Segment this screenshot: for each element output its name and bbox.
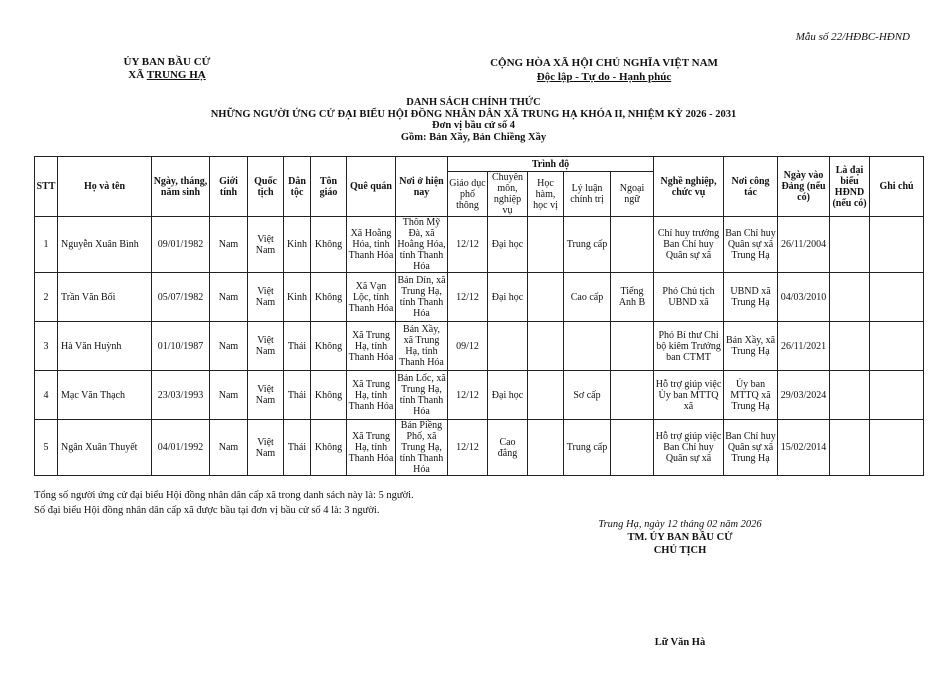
cell-party-date: 26/11/2021 (778, 322, 830, 371)
cell-language (611, 371, 654, 420)
cell-specialty: Đại học (488, 217, 528, 273)
table-row (35, 322, 924, 371)
cell-is-delegate (830, 273, 870, 322)
cell-stt: 3 (35, 322, 58, 371)
note-seats: Số đại biểu Hội đồng nhân dân cấp xã được bầu tại đơn vị bầu cử số 4 là: 3 người. (34, 505, 380, 516)
national-header (452, 56, 756, 84)
cell-political (564, 322, 611, 371)
header-occupation: Nghề nghiệp, chức vụ (654, 157, 724, 217)
cell-gender: Nam (210, 217, 248, 273)
cell-dob: 04/01/1992 (152, 420, 210, 476)
cell-general-edu: 12/12 (448, 273, 488, 322)
cell-name: Ngân Xuân Thuyết (58, 420, 152, 476)
cell-political: Trung cấp (564, 420, 611, 476)
cell-political: Cao cấp (564, 273, 611, 322)
cell-gender: Nam (210, 273, 248, 322)
cell-name: Hà Văn Huỳnh (58, 322, 152, 371)
title-line2: NHỮNG NGƯỜI ỨNG CỬ ĐẠI BIỂU HỘI ĐỒNG NHÂN DÂN XÃ TRUNG HẠ KHÓA II, NHIỆM KỲ 2026 - 2031 (210, 108, 737, 120)
header-hometown: Quê quán (347, 157, 396, 217)
cell-dob: 09/01/1982 (152, 217, 210, 273)
cell-general-edu: 12/12 (448, 420, 488, 476)
cell-academic (528, 217, 564, 273)
cell-general-edu: 12/12 (448, 217, 488, 273)
authority-line2 (100, 69, 234, 82)
header-general-edu: Giáo dục phổ thông (448, 172, 488, 217)
authority-line2-prefix: XÃ (128, 69, 147, 81)
cell-dob: 23/03/1993 (152, 371, 210, 420)
cell-party-date: 26/11/2004 (778, 217, 830, 273)
cell-specialty: Cao đẳng (488, 420, 528, 476)
table-row (35, 273, 924, 322)
cell-stt: 1 (35, 217, 58, 273)
title-line1: DANH SÁCH CHÍNH THỨC (406, 97, 541, 108)
header-party-date: Ngày vào Đảng (nếu có) (778, 157, 830, 217)
cell-political: Trung cấp (564, 217, 611, 273)
cell-name: Nguyễn Xuân Bình (58, 217, 152, 273)
cell-nationality: Việt Nam (248, 273, 284, 322)
cell-residence: Bản Lốc, xã Trung Hạ, tỉnh Thanh Hóa (396, 371, 448, 420)
cell-note (870, 273, 924, 322)
table-row (35, 217, 924, 273)
cell-stt: 5 (35, 420, 58, 476)
cell-specialty: Đại học (488, 273, 528, 322)
date-place: Trung Hạ, ngày 12 tháng 02 năm 2026 (598, 519, 762, 530)
cell-nationality: Việt Nam (248, 371, 284, 420)
cell-occupation: Phó Bí thư Chi bộ kiêm Trưởng ban CTMT (654, 322, 724, 371)
cell-party-date: 15/02/2014 (778, 420, 830, 476)
national-motto: Độc lập - Tự do - Hạnh phúc (536, 71, 672, 83)
header-note: Ghi chú (870, 157, 924, 217)
sign-on-behalf: TM. ỦY BAN BẦU CỬ (627, 532, 733, 543)
cell-religion: Không (311, 371, 347, 420)
cell-academic (528, 371, 564, 420)
cell-hometown: Xã Trung Hạ, tỉnh Thanh Hóa (347, 371, 396, 420)
cell-dob: 05/07/1982 (152, 273, 210, 322)
header-religion: Tôn giáo (311, 157, 347, 217)
cell-name: Mạc Văn Thạch (58, 371, 152, 420)
cell-hometown: Xã Trung Hạ, tỉnh Thanh Hóa (347, 420, 396, 476)
signer-name: Lữ Văn Hà (654, 637, 706, 648)
header-gender: Giới tính (210, 157, 248, 217)
cell-ethnicity: Thái (284, 322, 311, 371)
header-stt: STT (35, 157, 58, 217)
sign-title: CHỦ TỊCH (653, 545, 707, 556)
cell-residence: Bản Xầy, xã Trung Hạ, tỉnh Thanh Hóa (396, 322, 448, 371)
cell-ethnicity: Kinh (284, 273, 311, 322)
cell-workplace: Ban Chỉ huy Quân sự xã Trung Hạ (724, 217, 778, 273)
cell-hometown: Xã Hoằng Hóa, tỉnh Thanh Hóa (347, 217, 396, 273)
table-row (35, 371, 924, 420)
candidate-table (34, 156, 924, 476)
document-title (140, 97, 807, 143)
cell-occupation: Chỉ huy trưởng Ban Chỉ huy Quân sự xã (654, 217, 724, 273)
cell-stt: 2 (35, 273, 58, 322)
note-total-candidates: Tổng số người ứng cử đại biểu Hội đồng nhân dân cấp xã trong danh sách này là: 5 người. (34, 490, 414, 501)
cell-residence: Bản Dín, xã Trung Hạ, tỉnh Thanh Hóa (396, 273, 448, 322)
cell-note (870, 420, 924, 476)
header-ethnicity: Dân tộc (284, 157, 311, 217)
cell-workplace: Ban Chỉ huy Quân sự xã Trung Hạ (724, 420, 778, 476)
header-education-group: Trình độ (448, 157, 654, 172)
cell-is-delegate (830, 217, 870, 273)
cell-stt: 4 (35, 371, 58, 420)
cell-note (870, 217, 924, 273)
cell-language (611, 322, 654, 371)
cell-name: Trần Văn Bối (58, 273, 152, 322)
cell-occupation: Hỗ trợ giúp việc Ủy ban MTTQ xã (654, 371, 724, 420)
authority-line1: ỦY BAN BẦU CỬ (123, 56, 211, 68)
cell-is-delegate (830, 322, 870, 371)
cell-specialty (488, 322, 528, 371)
cell-language: Tiếng Anh B (611, 273, 654, 322)
header-is-delegate: Là đại biểu HĐND (nếu có) (830, 157, 870, 217)
cell-gender: Nam (210, 420, 248, 476)
cell-occupation: Hỗ trợ giúp việc Ban Chỉ huy Quân sự xã (654, 420, 724, 476)
header-workplace: Nơi công tác (724, 157, 778, 217)
cell-dob: 01/10/1987 (152, 322, 210, 371)
authority-line2-name: TRUNG HẠ (146, 69, 206, 81)
cell-language (611, 217, 654, 273)
issuing-authority (100, 56, 234, 82)
header-political: Lý luận chính trị (564, 172, 611, 217)
cell-is-delegate (830, 420, 870, 476)
cell-note (870, 322, 924, 371)
cell-gender: Nam (210, 371, 248, 420)
cell-is-delegate (830, 371, 870, 420)
header-academic: Học hàm, học vị (528, 172, 564, 217)
cell-academic (528, 420, 564, 476)
cell-hometown: Xã Vạn Lộc, tỉnh Thanh Hóa (347, 273, 396, 322)
cell-workplace: Ủy ban MTTQ xã Trung Hạ (724, 371, 778, 420)
cell-ethnicity: Thái (284, 371, 311, 420)
cell-workplace: Bản Xầy, xã Trung Hạ (724, 322, 778, 371)
form-number: Mẫu số 22/HĐBC-HĐND (795, 31, 910, 43)
cell-workplace: UBND xã Trung Hạ (724, 273, 778, 322)
cell-nationality: Việt Nam (248, 217, 284, 273)
cell-note (870, 371, 924, 420)
cell-general-edu: 12/12 (448, 371, 488, 420)
cell-gender: Nam (210, 322, 248, 371)
summary-notes (34, 488, 414, 518)
signature-block (585, 518, 775, 557)
cell-language (611, 420, 654, 476)
header-name: Họ và tên (58, 157, 152, 217)
cell-hometown: Xã Trung Hạ, tỉnh Thanh Hóa (347, 322, 396, 371)
header-specialty: Chuyên môn, nghiệp vụ (488, 172, 528, 217)
cell-ethnicity: Thái (284, 420, 311, 476)
country-name: CỘNG HÒA XÃ HỘI CHỦ NGHĨA VIỆT NAM (490, 57, 718, 69)
title-line4: Gồm: Bản Xầy, Bản Chiềng Xầy (400, 131, 547, 143)
table-row (35, 420, 924, 476)
cell-residence: Thôn Mỹ Đà, xã Hoằng Hóa, tỉnh Thanh Hóa (397, 217, 446, 272)
cell-religion: Không (311, 322, 347, 371)
cell-party-date: 29/03/2024 (778, 371, 830, 420)
header-residence: Nơi ở hiện nay (396, 157, 448, 217)
title-line3: Đơn vị bầu cử số 4 (431, 120, 515, 131)
cell-nationality: Việt Nam (248, 322, 284, 371)
cell-religion: Không (311, 217, 347, 273)
cell-academic (528, 273, 564, 322)
cell-academic (528, 322, 564, 371)
cell-religion: Không (311, 420, 347, 476)
header-nationality: Quốc tịch (248, 157, 284, 217)
cell-party-date: 04/03/2010 (778, 273, 830, 322)
cell-nationality: Việt Nam (248, 420, 284, 476)
header-language: Ngoại ngữ (611, 172, 654, 217)
cell-general-edu: 09/12 (448, 322, 488, 371)
cell-religion: Không (311, 273, 347, 322)
cell-specialty: Đại học (488, 371, 528, 420)
cell-residence: Bản Piềng Phố, xã Trung Hạ, tỉnh Thanh Hóa (396, 420, 448, 476)
cell-political: Sơ cấp (564, 371, 611, 420)
header-dob: Ngày, tháng, năm sinh (152, 157, 210, 217)
cell-occupation: Phó Chủ tịch UBND xã (654, 273, 724, 322)
cell-ethnicity: Kinh (284, 217, 311, 273)
